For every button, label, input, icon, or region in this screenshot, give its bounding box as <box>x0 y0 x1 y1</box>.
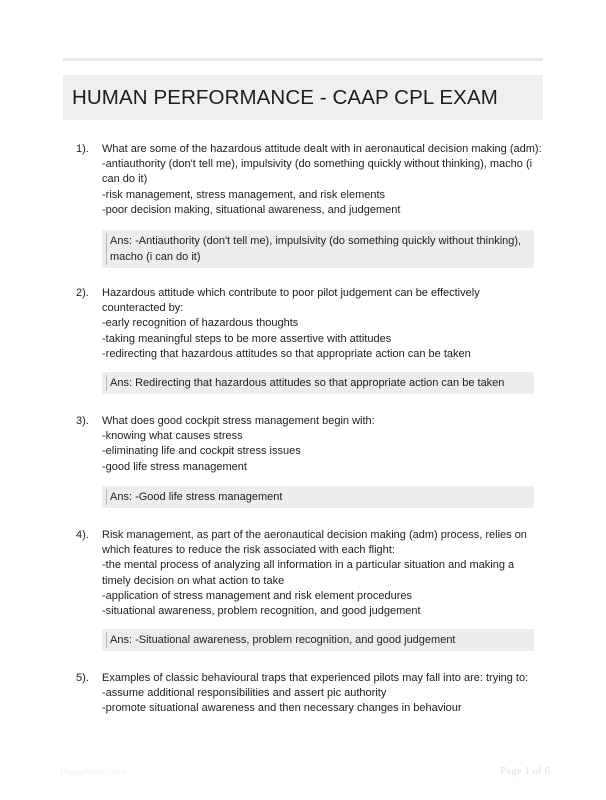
question-number: 2). <box>76 287 89 299</box>
top-divider <box>63 58 543 61</box>
answer-line: Ans: -Good life stress management <box>110 491 283 503</box>
question-line: Hazardous attitude which contribute to poor pilot judgement can be effectively <box>102 287 480 299</box>
question-text <box>102 414 538 475</box>
option-line: -poor decision making, situational awareness, and judgement <box>102 203 401 216</box>
option-line: -eliminating life and cockpit stress issues <box>102 445 301 458</box>
option-line: -antiauthority (don't tell me), impulsivity (do something quickly without thinking), macho (i <box>102 158 533 171</box>
question-text <box>102 528 538 619</box>
answer-box <box>102 372 534 394</box>
option-line: -situational awareness, problem recognition, and good judgement <box>102 605 421 618</box>
answer-box <box>102 629 534 651</box>
answer-box <box>102 486 534 508</box>
question-line: Risk management, as part of the aeronautical decision making (adm) process, relies on <box>102 529 527 541</box>
question-number: 5). <box>76 672 89 684</box>
option-line: -risk management, stress management, and risk elements <box>102 188 386 201</box>
answer-line: macho (i can do it) <box>110 251 201 264</box>
question-number: 3). <box>76 415 89 427</box>
page-number: Page 1 of 6 <box>500 765 550 777</box>
answer-line: Ans: -Situational awareness, problem recognition, and good judgement <box>110 634 456 646</box>
option-line: -promote situational awareness and then necessary changes in behaviour <box>102 702 462 715</box>
question-number: 1). <box>76 143 89 155</box>
answer-box <box>102 230 534 268</box>
option-line: -knowing what causes stress <box>102 430 243 443</box>
option-line: -taking meaningful steps to be more assertive with attitudes <box>102 332 392 345</box>
answer-line: Ans: Redirecting that hazardous attitudes so that appropriate action can be taken <box>110 377 505 389</box>
option-line: -early recognition of hazardous thoughts <box>102 317 299 330</box>
question-line: which features to reduce the risk associated with each flight: <box>102 544 395 557</box>
question-text <box>102 142 542 218</box>
question-text <box>102 671 538 717</box>
option-line: -the mental process of analyzing all information in a particular situation and making a <box>102 559 515 572</box>
question-line: Examples of classic behavioural traps that experienced pilots may fall into are: trying to: <box>102 672 529 684</box>
option-line: -redirecting that hazardous attitudes so that appropriate action can be taken <box>102 347 471 360</box>
question-text <box>102 286 538 362</box>
document-title: HUMAN PERFORMANCE - CAAP CPL EXAM <box>72 85 498 109</box>
footer-watermark: PaperMbic.com <box>60 767 126 778</box>
option-line: -assume additional responsibilities and assert pic authority <box>102 687 387 700</box>
option-line: timely decision on what action to take <box>102 574 285 587</box>
option-line: -application of stress management and risk element procedures <box>102 589 412 602</box>
title-bar <box>63 75 543 120</box>
question-number: 4). <box>76 529 89 541</box>
option-line: -good life stress management <box>102 460 247 473</box>
option-line: can do it) <box>102 173 148 186</box>
answer-line: Ans: -Antiauthority (don't tell me), impulsivity (do something quickly without thinking), <box>110 235 522 247</box>
question-line: What are some of the hazardous attitude dealt with in aeronautical decision making (adm): <box>102 143 542 155</box>
question-line: counteracted by: <box>102 302 184 315</box>
question-line: What does good cockpit stress management begin with: <box>102 415 375 427</box>
